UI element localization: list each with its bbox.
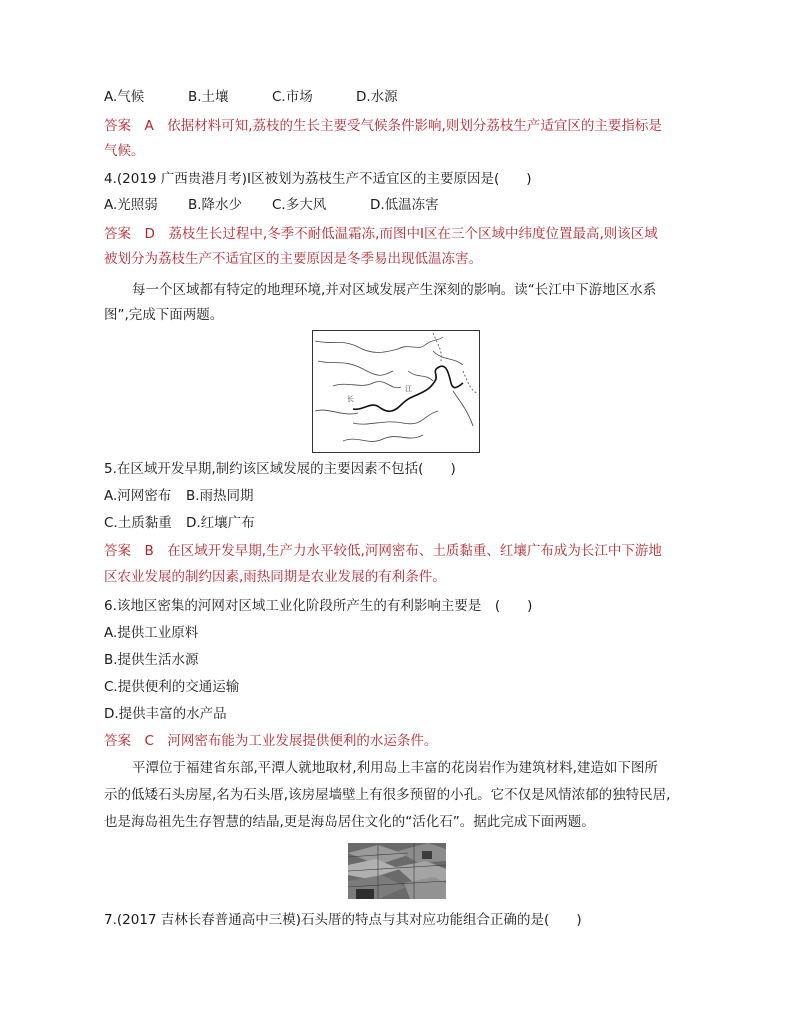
q4-stem: 4.(2019 广西贵港月考)Ⅰ区被划为荔枝生产不适宜区的主要原因是( ) xyxy=(104,171,532,187)
q6-option-d: D.提供丰富的水产品 xyxy=(104,706,227,722)
q5-option-d: D.红壤广布 xyxy=(186,515,255,531)
q3-answer-line2: 气候。 xyxy=(104,143,145,159)
q4-option-c: C.多大风 xyxy=(272,197,327,213)
q6-option-c: C.提供便利的交通运输 xyxy=(104,679,240,695)
q4-answer-line1: 答案 D 荔枝生长过程中,冬季不耐低温霜冻,而图中Ⅰ区在三个区域中纬度位置最高,则该区域 xyxy=(104,226,658,242)
q6-answer: 答案 C 河网密布能为工业发展提供便利的水运条件。 xyxy=(104,733,438,749)
q3-option-b: B.土壤 xyxy=(188,89,229,105)
q5-answer-line1: 答案 B 在区域开发早期,生产力水平较低,河网密布、土质黏重、红壤广布成为长江中下游地 xyxy=(104,543,662,559)
q6-option-b: B.提供生活水源 xyxy=(104,652,199,668)
map-label-jiang: 江 xyxy=(405,385,412,393)
river-system-map xyxy=(312,330,480,453)
q6-stem: 6.该地区密集的河网对区域工业化阶段所产生的有利影响主要是 ( ) xyxy=(104,598,533,614)
q4-option-a: A.光照弱 xyxy=(104,197,158,213)
q3-option-d: D.水源 xyxy=(356,89,398,105)
intro2-line3: 也是海岛祖先生存智慧的结晶,更是海岛居住文化的“活化石”。据此完成下面两题。 xyxy=(104,814,595,830)
q7-stem: 7.(2017 吉林长春普通高中三模)石头厝的特点与其对应功能组合正确的是( ) xyxy=(104,912,582,928)
map-label-chang: 长 xyxy=(347,395,354,403)
q5-stem: 5.在区域开发早期,制约该区域发展的主要因素不包括( ) xyxy=(104,461,456,477)
q4-options xyxy=(104,196,439,214)
q3-option-c: C.市场 xyxy=(272,89,313,105)
q4-option-b: B.降水少 xyxy=(188,197,243,213)
q5-options-row2 xyxy=(104,514,255,532)
q5-option-b: B.雨热同期 xyxy=(186,488,254,504)
q6-option-a: A.提供工业原料 xyxy=(104,625,199,641)
q5-options-row1 xyxy=(104,487,254,505)
q3-answer-line1: 答案 A 依据材料可知,荔枝的生长主要受气候条件影响,则划分荔枝生产适宜区的主要指标是 xyxy=(104,118,662,134)
intro2-line2: 示的低矮石头房屋,名为石头厝,该房屋墙壁上有很多预留的小孔。它不仅是风情浓郁的独特民居, xyxy=(104,787,671,803)
intro2-line1: 平潭位于福建省东部,平潭人就地取材,利用岛上丰富的花岗岩作为建筑材料,建造如下图所 xyxy=(132,760,658,776)
intro1-line2: 图”,完成下面两题。 xyxy=(104,307,224,323)
intro1-line1: 每一个区域都有特定的地理环境,并对区域发展产生深刻的影响。读“长江中下游地区水系 xyxy=(132,282,657,298)
q4-option-d: D.低温冻害 xyxy=(370,197,439,213)
q5-answer-line2: 区农业发展的制约因素,雨热同期是农业发展的有利条件。 xyxy=(104,569,446,585)
q3-option-a: A.气候 xyxy=(104,89,145,105)
q4-answer-line2: 被划分为荔枝生产不适宜区的主要原因是冬季易出现低温冻害。 xyxy=(104,251,482,267)
q3-options xyxy=(104,88,398,106)
q5-option-c: C.土质黏重 xyxy=(104,515,172,531)
q5-option-a: A.河网密布 xyxy=(104,488,172,504)
stone-house-photo xyxy=(348,843,446,899)
